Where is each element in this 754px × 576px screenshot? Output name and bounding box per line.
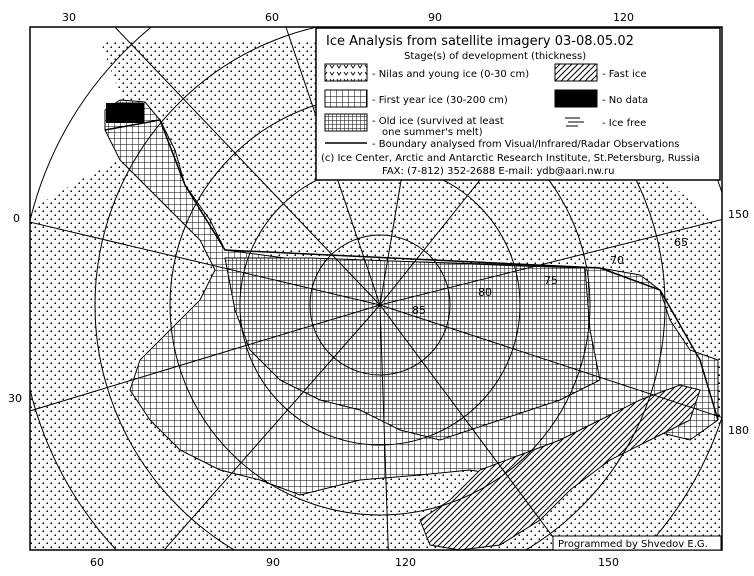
bottom-label-90: 90 xyxy=(266,556,280,569)
legend-no-data: - No data xyxy=(602,95,649,106)
map-title: Ice Analysis from satellite imagery 03-08.05.02 xyxy=(326,34,634,49)
legend-panel xyxy=(316,28,720,180)
lat-label-80: 80 xyxy=(478,286,492,299)
credits-line-2: FAX: (7-812) 352-2688 E-mail: ydb@aari.nw.ru xyxy=(382,166,615,177)
legend-swatch-old-ice xyxy=(325,114,367,131)
legend-swatch-nilas xyxy=(325,64,367,81)
lat-label-85: 85 xyxy=(412,304,426,317)
bottom-label-150: 150 xyxy=(598,556,619,569)
legend-old-ice-1: - Old ice (survived at least xyxy=(372,116,504,127)
legend-swatch-first-year xyxy=(325,90,367,107)
top-label-30: 30 xyxy=(62,11,76,24)
legend-ice-free: - Ice free xyxy=(602,118,647,129)
right-label-180: 180 xyxy=(728,424,749,437)
programmed-by-box xyxy=(553,536,721,550)
credits-line-1: (c) Ice Center, Arctic and Antarctic Research Institute, St.Petersburg, Russia xyxy=(321,153,700,164)
no-data-region xyxy=(106,103,144,123)
legend-first-year: - First year ice (30-200 cm) xyxy=(372,95,508,106)
legend-old-ice-2: one summer's melt) xyxy=(382,127,483,138)
legend-boundary: - Boundary analysed from Visual/Infrared/Radar Observations xyxy=(372,139,680,150)
top-label-90: 90 xyxy=(428,11,442,24)
left-label-30: 30 xyxy=(8,392,22,405)
top-label-60: 60 xyxy=(265,11,279,24)
lat-label-70: 70 xyxy=(610,254,624,267)
legend-swatch-no-data xyxy=(555,90,597,107)
right-label-150: 150 xyxy=(728,208,749,221)
left-label-0: 0 xyxy=(13,212,20,225)
legend-subtitle: Stage(s) of development (thickness) xyxy=(404,51,587,62)
legend-nilas: - Nilas and young ice (0-30 cm) xyxy=(372,69,530,80)
lat-label-75: 75 xyxy=(544,274,558,287)
legend-swatch-fast xyxy=(555,64,597,81)
bottom-label-120: 120 xyxy=(395,556,416,569)
top-label-120: 120 xyxy=(613,11,634,24)
legend-fast: - Fast ice xyxy=(602,69,647,80)
bottom-label-60: 60 xyxy=(90,556,104,569)
lat-label-65: 65 xyxy=(674,236,688,249)
programmed-by-text: Programmed by Shvedov E.G. xyxy=(558,539,708,550)
